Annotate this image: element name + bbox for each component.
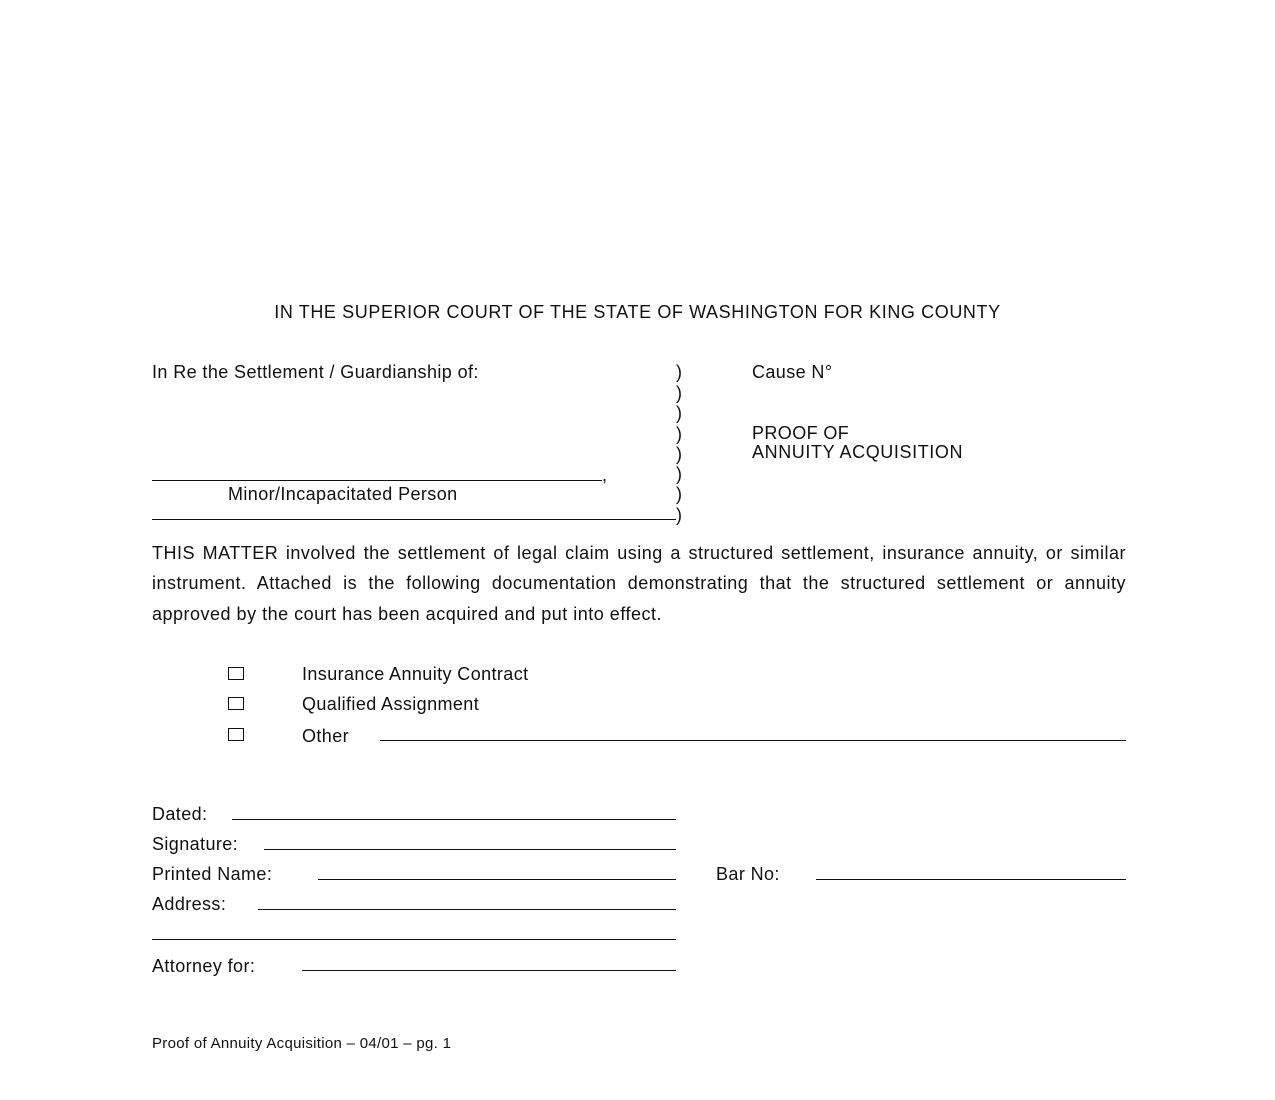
document-title-line1: PROOF OF [752, 423, 850, 443]
minor-label: Minor/Incapacitated Person [228, 484, 458, 504]
caption-paren: ) [676, 464, 682, 484]
page-footer: Proof of Annuity Acquisition – 04/01 – pg. 1 [152, 1035, 452, 1052]
address-field-line2[interactable] [152, 939, 676, 940]
other-description-line[interactable] [380, 740, 1126, 741]
caption-paren: ) [676, 383, 682, 403]
address-label: Address: [152, 894, 227, 914]
option-label: Qualified Assignment [302, 694, 480, 714]
caption-paren: ) [676, 403, 682, 423]
party-name-comma: , [602, 465, 608, 485]
attorney-for-label: Attorney for: [152, 956, 256, 976]
in-re-label: In Re the Settlement / Guardianship of: [152, 362, 479, 382]
checkbox-insurance-annuity-contract[interactable] [228, 667, 244, 680]
body-paragraph: THIS MATTER involved the settlement of legal claim using a structured settlement, insurance annuity, or similar instrument. Attached is the following documentation demonstrating that the structured settlement or annuity approved by the court has been acquired and put into effect. [152, 543, 1126, 624]
party-name-line[interactable] [152, 480, 602, 481]
signature-label: Signature: [152, 834, 239, 854]
checkbox-other[interactable] [228, 728, 244, 741]
bar-no-label: Bar No: [716, 864, 780, 884]
dated-field[interactable] [232, 819, 676, 820]
dated-label: Dated: [152, 804, 208, 824]
option-label: Other [302, 726, 350, 746]
signature-field[interactable] [264, 849, 676, 850]
document-title-line2: ANNUITY ACQUISITION [752, 442, 964, 462]
cause-number-label: Cause N° [752, 362, 833, 382]
caption-paren: ) [676, 505, 682, 525]
option-label: Insurance Annuity Contract [302, 664, 529, 684]
caption-paren: ) [676, 444, 682, 464]
printed-name-field[interactable] [318, 879, 676, 880]
caption-bottom-line [152, 519, 676, 520]
address-field[interactable] [258, 909, 676, 910]
caption-paren: ) [676, 362, 682, 382]
caption-paren: ) [676, 484, 682, 504]
checkbox-qualified-assignment[interactable] [228, 697, 244, 710]
court-title: IN THE SUPERIOR COURT OF THE STATE OF WASHINGTON FOR KING COUNTY [274, 302, 1001, 322]
printed-name-label: Printed Name: [152, 864, 273, 884]
bar-no-field[interactable] [816, 879, 1126, 880]
attorney-for-field[interactable] [302, 970, 676, 971]
caption-paren: ) [676, 424, 682, 444]
